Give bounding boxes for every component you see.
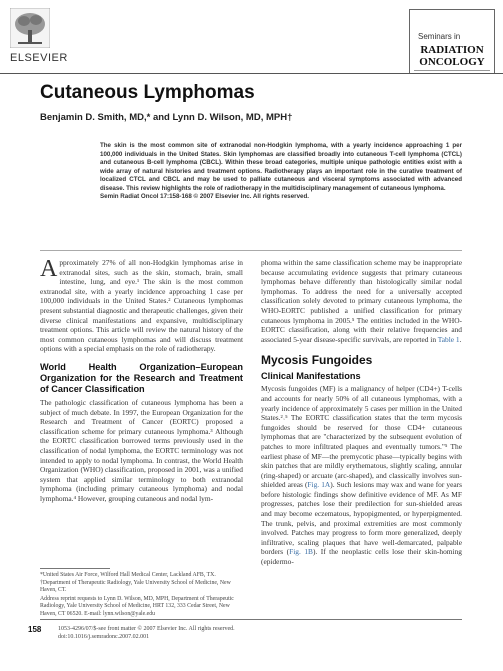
- elsevier-tree-logo: [10, 8, 50, 48]
- fig1b-link[interactable]: Fig. 1B: [289, 547, 313, 557]
- publisher-name: ELSEVIER: [10, 52, 68, 64]
- section-heading-mycosis-fungoides: Mycosis Fungoides: [261, 353, 373, 368]
- subsection-heading-clinical-manifestations: Clinical Manifestations: [261, 371, 361, 382]
- page-number: 158: [28, 625, 42, 634]
- article-title: Cutaneous Lymphomas: [40, 82, 255, 103]
- body-column-right: [261, 258, 462, 567]
- table1-link[interactable]: Table 1: [437, 334, 460, 344]
- fig1a-link[interactable]: Fig. 1A: [307, 480, 331, 490]
- journal-logo-rule: [414, 70, 490, 71]
- footnote-affiliation-2: †Department of Therapeutic Radiology, Yale University School of Medicine, New Haven, CT.: [40, 580, 231, 594]
- dropcap: A: [40, 256, 58, 282]
- article-authors: Benjamin D. Smith, MD,* and Lynn D. Wilson, MD, MPH†: [40, 112, 293, 123]
- abstract: [100, 142, 462, 202]
- footnote-affiliation-1: *United States Air Force, Wilford Hall Medical Center, Lackland AFB, TX.: [40, 572, 216, 578]
- header-divider: [0, 73, 503, 74]
- abstract-citation: Semin Radiat Oncol 17:158-168 © 2007 Elsevier Inc. All rights reserved.: [100, 193, 309, 200]
- intro-paragraph: Approximately 27% of all non-Hodgkin lymphomas arise in extranodal sites, such as the skin, stomach, brain, small intestine, lung, and eye.¹ The skin is the most common extranodal site, with a yearly incidence approaching 1 case per 100,000 individuals in the United States.² Cutaneous lymphomas present substantial diagnostic and therapeutic challenges, given their diverse clinical manifestations and expansive, multidisciplinary treatment options. This article will review the natural history of the most common cutaneous lymphomas and will discuss treatment options with a special emphasis on the role of radiotherapy.: [40, 256, 243, 354]
- abstract-divider: [40, 250, 462, 251]
- body-column-left: [40, 258, 243, 503]
- section-heading-classification: World Health Organization–European Organization for the Research and Treatment of Cancer Classification: [40, 361, 243, 394]
- footnote-divider: [40, 568, 110, 569]
- footer-doi: doi:10.1016/j.semradonc.2007.02.001: [58, 634, 150, 640]
- journal-line1: Seminars in: [418, 32, 461, 41]
- abstract-text: The skin is the most common site of extranodal non-Hodgkin lymphoma, with a yearly incidence approaching 1 per 100,000 individuals in the United States. Skin lymphomas are classified broadly into cutaneous T-cell lymphoma (CTCL) and cutaneous B-cell lymphoma (CBCL). Within these broad categories, multiple unique pathologic entities exist with a wide array of natural histories and treatment options. Radiotherapy plays an important role in the curative treatment of localized CTCL and CBCL and may be used to palliate cutaneous and visceral symptoms associated with advanced disease. This review highlights the role of radiotherapy in the multidisciplinary management of cutaneous lymphoma.: [100, 142, 462, 192]
- footer-issn: 1053-4296/07/$-see front matter © 2007 Elsevier Inc. All rights reserved. doi:10.1016/j.semradonc.2007.02.001: [58, 626, 235, 640]
- classification-paragraph: The pathologic classification of cutaneous lymphoma has been a subject of much debate. In 1997, the European Organization for the Research and Treatment of Cancer (EORTC) proposed a classification scheme for primary cutaneous lymphoma.³ Although the EORTC classification borrowed terms previously used in the classification of nodal lymphoma, the EORTC terminology was not intended to apply to nodal lymphoma. In contrast, the World Health Organization (WHO) classification, proposed in 2001, was a unified system that applied similar terminology to both extranodal lymphoma (including primary cutaneous lymphoma) and nodal lymphoma.⁴ However, grouping cutaneous and nodal lym-: [40, 397, 243, 503]
- mf-paragraph: Mycosis fungoides (MF) is a malignancy of helper (CD4+) T-cells and accounts for nearly 50% of all cutaneous lymphomas, with a yearly incidence of approximately 5 cases per million in the United States.²˒⁵ The EORTC classification states that the term mycosis fungoides should be reserved for those CD4+ cutaneous lymphomas that are "characterized by the subsequent evolution of patches to more infiltrated plaques and eventually tumors."⁵ The earliest phase of MF—the premycotic phase—typically begins with skin patches that are mildly erythematous, slightly scaling, annular (ring-shaped) or arcuate (arc-shaped), and classically involves sun-shielded areas (Fig. 1A). Such lesions may wax and wane for years before histologic findings show definitive evidence of MF. As MF progresses, patches lose their predilection for sun-shielded areas and may become eczematous, hypopigmented, or hyperpigmented. The trunk, pelvis, and proximal extremities are most commonly involved. Patches may progress to form more generalized, deeply infiltrative, scaling plaques that have well-demarcated, palpable borders (Fig. 1B). If the neoplastic cells lose their skin-homing (epidermo-: [261, 384, 462, 567]
- journal-title: RADIATION ONCOLOGY: [419, 44, 485, 68]
- classification-continued-paragraph: phoma within the same classification scheme may be inappropriate because accumulating evidence suggests that primary cutaneous lymphomas behave differently than histologically similar nodal lymphomas. To address the need for a universally accepted classification solely devoted to primary cutaneous lymphoma, the WHO-EORTC published a unified classification for primary cutaneous lymphoma in 2005.⁵ The entities included in the WHO-EORTC classification, along with their relative frequencies and associated 5-year disease-specific survivals, are reported in Table 1.: [261, 258, 462, 344]
- journal-logo: [409, 9, 495, 74]
- footnote-reprint-address: Address reprint requests to Lynn D. Wilson, MD, MPH, Department of Therapeutic Radiology, Yale University School of Medicine, HRT 132, 333 Cedar Street, New Haven, CT 06520. E-mail: lynn.wilson@yale.edu: [40, 596, 234, 617]
- footer-divider: [40, 619, 462, 620]
